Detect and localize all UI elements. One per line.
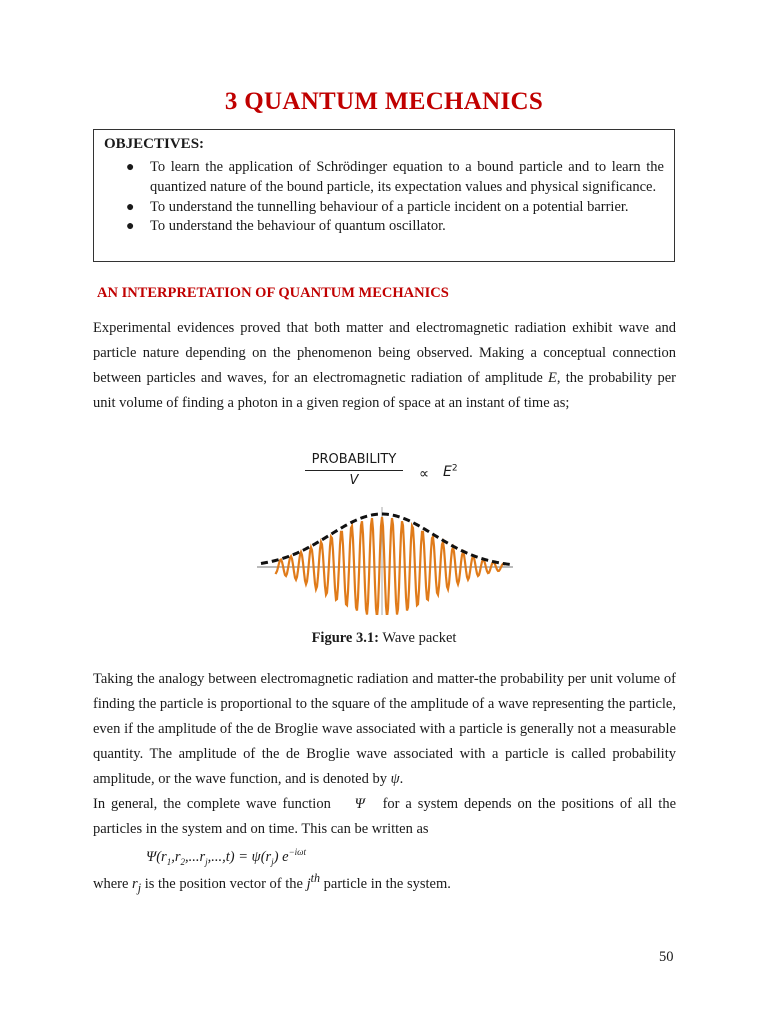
fraction [305,452,403,488]
objective-text: To understand the tunnelling behaviour of a particle incident on a potential barrier. [150,198,629,215]
position-subscript: j [137,880,142,895]
eq-part: ) e [273,849,289,865]
eq-psi: ψ [251,849,261,865]
wave-packet-figure [255,505,515,615]
objective-item [104,217,664,237]
objectives-heading: OBJECTIVES: [104,136,205,152]
amplitude-squared [443,464,458,480]
paragraph-text: . [399,771,404,787]
eq-subscript: j [271,856,274,867]
proportional-symbol: ∝ [419,466,430,482]
paragraph-text: In general, the complete wave function [93,796,337,812]
figure-label: Figure 3.1: [311,630,379,646]
paragraph-analogy [93,667,676,842]
objective-text: To learn the application of Schrödinger equation to a bound particle and to learn the quantized nature of the bound particle, its expectation values and physical significance. [150,159,664,195]
psi-symbol: ψ [390,771,400,787]
wave-function-equation [146,849,306,866]
eq-exponent: −iωt [288,847,307,858]
probability-formula [305,452,475,492]
chapter-title: 3 QUANTUM MECHANICS [224,88,544,115]
objectives-box [93,129,675,262]
paragraph-position-vector [93,872,676,897]
paragraph-text: , the probability per unit volume of finding a photon in a given region of space at an instant of time as; [93,370,677,411]
amplitude-exponent: 2 [451,463,458,474]
page-number: 50 [659,949,674,965]
eq-subscript: 1 [166,856,172,867]
wave-envelope [261,514,511,565]
index-superscript: th [310,871,321,886]
eq-part: (r [260,849,272,865]
bullet-icon: ● [126,219,135,235]
eq-capital-psi: Ψ [146,849,157,865]
carrier-wave [275,517,505,615]
eq-subscript: 2 [180,856,185,867]
paragraph-text: Experimental evidences proved that both matter and electromagnetic radiation exhibit wave and particle nature depending on the phenomenon being observed. Making a conceptual connection between particles and waves, for an electromagnetic radiation of amplitude [93,320,676,386]
objective-item [104,198,664,218]
amplitude-base: E [443,464,452,480]
paragraph-text: particle in the system. [320,876,451,892]
bullet-icon: ● [126,199,135,215]
eq-part: ,...r [184,849,206,865]
objective-item [104,158,664,198]
objective-text: To understand the behaviour of quantum oscillator. [150,218,446,235]
paragraph-text: is the position vector of the [141,876,307,892]
eq-part: (r [156,849,167,865]
position-variable: r [132,876,138,892]
fraction-numerator: PROBABILITY [305,452,403,471]
figure-caption [0,630,768,647]
paragraph-text: for a system depends on the positions of all the particles in the system and on time. This can be written as [93,796,677,837]
eq-subscript: j [205,856,208,867]
paragraph-text: where [93,876,133,892]
objectives-list [104,158,664,237]
eq-part: ,r [171,849,181,865]
index-variable: j [306,876,311,892]
amplitude-variable: E [548,370,557,386]
fraction-denominator: V [349,473,359,488]
paragraph-intro [93,316,676,416]
eq-part: ,...,t) = [207,849,252,865]
bullet-icon: ● [126,160,135,175]
figure-caption-text: Wave packet [378,630,457,646]
paragraph-text: Taking the analogy between electromagnetic radiation and matter-the probability per unit volume of finding the particle is proportional to the square of the amplitude of a wave representing the particle, even if the amplitude of the de Broglie wave associated with a particle is generally not a measurable quantity. The amplitude of the de Broglie wave associated with a particle is called probability amplitude, or the wave function, and is denoted by [93,671,676,787]
capital-psi-symbol: Ψ [354,796,365,812]
section-heading: AN INTERPRETATION OF QUANTUM MECHANICS [97,285,449,301]
